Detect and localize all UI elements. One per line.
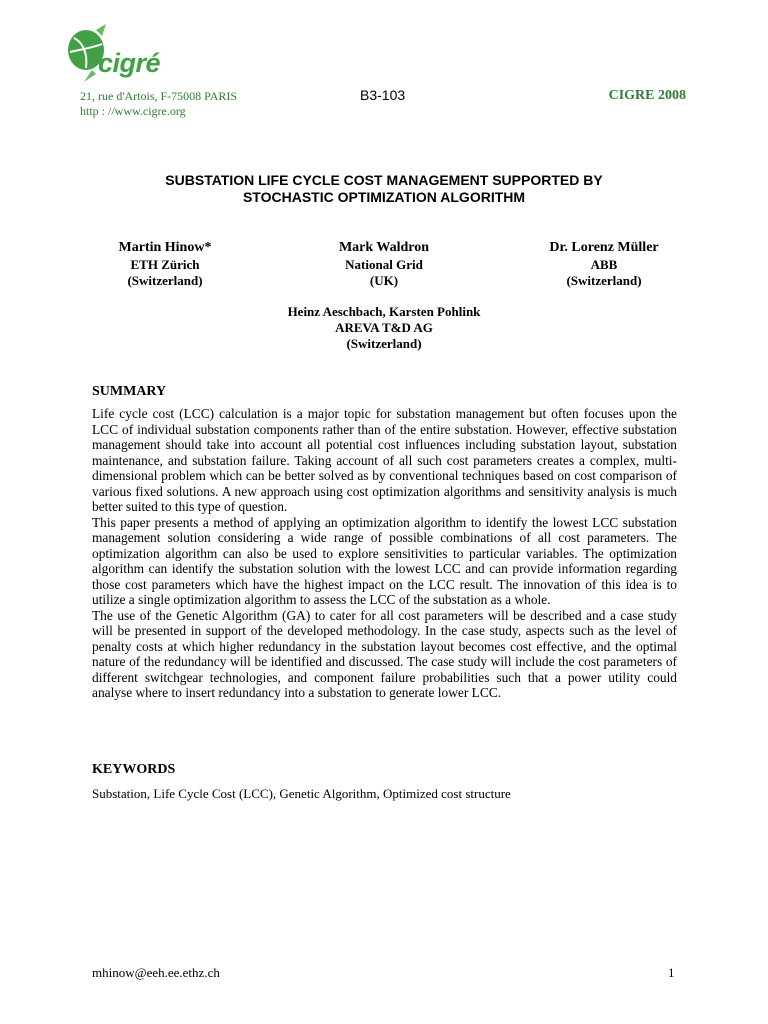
page-number: 1 (668, 965, 675, 980)
section-heading-summary: SUMMARY (92, 384, 167, 399)
author-country: (Switzerland) (346, 336, 422, 351)
author-block (50, 239, 280, 289)
author-block (234, 304, 534, 352)
summary-body (92, 406, 677, 701)
address-block (80, 89, 237, 119)
paper-title (80, 172, 688, 206)
author-country: (Switzerland) (127, 273, 203, 288)
author-block (269, 239, 499, 289)
author-org: National Grid (345, 257, 423, 272)
section-heading-keywords: KEYWORDS (92, 762, 176, 777)
summary-paragraph: Life cycle cost (LCC) calculation is a major topic for substation management but often focuses upon the LCC of individual substation components rather than of the entire substation. However, effective substation management should take into account all potential cost influences including substation layout, substation maintenance, and substation failure. Taking account of all such cost parameters creates a complex, multi-dimensional problem which can be better solved as by conventional techniques based on cost comparison of various fixed solutions. A new approach using cost optimization algorithms and sensitivity analysis is much better suited to this type of question. (92, 406, 677, 514)
footer-email[interactable]: mhinow@eeh.ee.ethz.ch (92, 965, 220, 980)
address-line: 21, rue d'Artois, F-75008 PARIS (80, 89, 238, 103)
conference-label: CIGRE 2008 (608, 88, 686, 103)
author-block (489, 239, 719, 289)
logo-wordmark: cigré (98, 48, 161, 78)
title-line: STOCHASTIC OPTIMIZATION ALGORITHM (242, 189, 526, 205)
author-org: ABB (590, 257, 618, 272)
author-country: (UK) (369, 273, 399, 288)
website-link[interactable]: http : //www.cigre.org (80, 104, 186, 118)
author-name: Heinz Aeschbach, Karsten Pohlink (287, 304, 481, 319)
title-line: SUBSTATION LIFE CYCLE COST MANAGEMENT SUPPORTED BY (165, 172, 603, 188)
author-name: Dr. Lorenz Müller (549, 240, 659, 255)
summary-paragraph: The use of the Genetic Algorithm (GA) to cater for all cost parameters will be described and a case study will be presented in support of the developed methodology. In the case study, aspects such as the level of penalty costs at which higher redundancy in the substation layout becomes cost effective, and the optimal nature of the redundancy will be identified and discussed. The case study will include the cost parameters of different switchgear technologies, and component failure probabilities such that a power utility could analyse where to insert redundancy into a substation to generate lower LCC. (92, 607, 677, 700)
author-country: (Switzerland) (566, 273, 642, 288)
author-name: Martin Hinow* (118, 240, 212, 255)
author-org: AREVA T&D AG (335, 320, 433, 335)
summary-paragraph: This paper presents a method of applying an optimization algorithm to identify the lowest LCC substation management solution considering a wide range of possible combinations of all cost parameters. The optimization algorithm can also be used to explore sensitivities to particular variables. The optimization algorithm can identify the substation solution with the lowest LCC and can provide information regarding those cost parameters which have the highest impact on the LCC result. The innovation of this idea is to utilize a single optimization algorithm to assess the LCC of the substation as a whole. (92, 514, 677, 607)
cigre-logo (62, 22, 162, 88)
keywords-text: Substation, Life Cycle Cost (LCC), Genetic Algorithm, Optimized cost structure (92, 786, 511, 801)
author-name: Mark Waldron (338, 240, 430, 255)
paper-reference: B3-103 (360, 87, 406, 103)
author-org: ETH Zürich (130, 257, 200, 272)
